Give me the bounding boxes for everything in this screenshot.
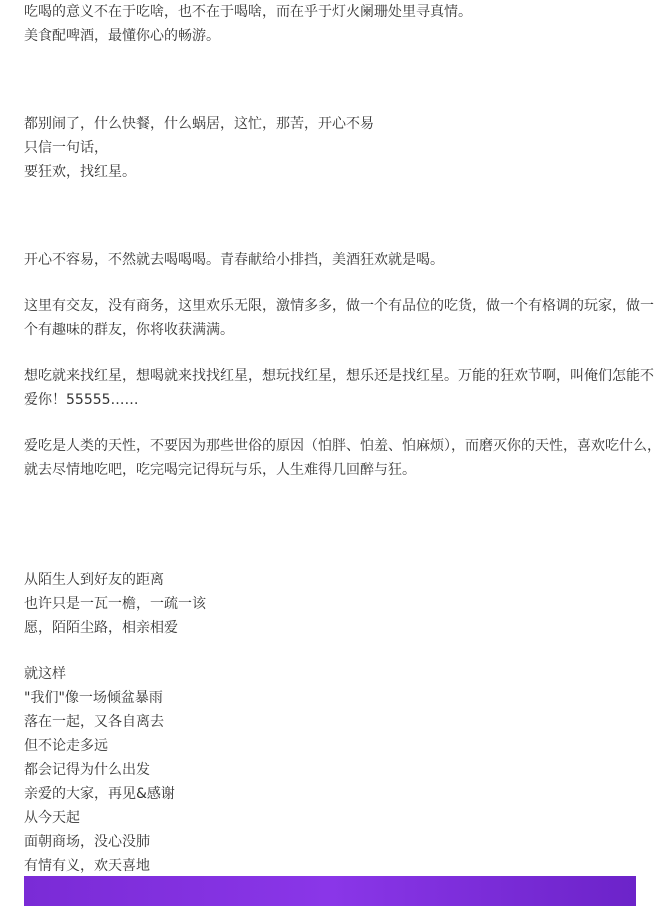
block2-line-2: 只信一句话， <box>24 140 108 156</box>
poem2-line-1: 就这样 <box>24 666 66 682</box>
spacer <box>24 412 664 434</box>
poem2-line-2: "我们"像一场倾盆暴雨 <box>24 690 163 706</box>
block2-line-3: 要狂欢，找红星。 <box>24 164 136 180</box>
purple-banner <box>24 876 636 906</box>
poem1-line-3: 愿，陌陌尘路，相亲相爱 <box>24 620 178 636</box>
spacer <box>24 482 664 546</box>
intro-line-2: 美食配啤酒，最懂你心的畅游。 <box>24 28 220 44</box>
spacer <box>24 48 664 112</box>
spacer <box>24 546 664 568</box>
spacer <box>24 342 664 364</box>
poem1-line-2: 也许只是一瓦一檐，一疏一该 <box>24 596 206 612</box>
paragraph-2: 这里有交友，没有商务，这里欢乐无限，激情多多，做一个有品位的吃货，做一个有格调的玩家，做一个有趣味的群友，你将收获满满。 <box>24 298 654 338</box>
poem2-line-5: 都会记得为什么出发 <box>24 762 150 778</box>
poem2-line-8: 面朝商场，没心没肺 <box>24 834 150 850</box>
paragraph-1: 开心不容易，不然就去喝喝喝。青春献给小排挡，美酒狂欢就是喝。 <box>24 252 444 268</box>
spacer <box>24 272 664 294</box>
block2-line-1: 都别闹了，什么快餐，什么蜗居，这忙，那苦，开心不易 <box>24 116 374 132</box>
poem2-line-7: 从今天起 <box>24 810 80 826</box>
intro-line-1: 吃喝的意义不在于吃啥，也不在于喝啥，而在乎于灯火阑珊处里寻真情。 <box>24 4 472 20</box>
poem2-line-6: 亲爱的大家，再见&感谢 <box>24 786 175 802</box>
spacer <box>24 640 664 662</box>
poem2-line-9: 有情有义，欢天喜地 <box>24 858 150 874</box>
poem2-line-3: 落在一起，又各自离去 <box>24 714 164 730</box>
paragraph-4: 爱吃是人类的天性，不要因为那些世俗的原因（怕胖、怕羞、怕麻烦），而磨灭你的天性，喜欢吃什么，就去尽情地吃吧，吃完喝完记得玩与乐，人生难得几回醉与狂。 <box>24 438 661 478</box>
poem2-line-4: 但不论走多远 <box>24 738 108 754</box>
spacer <box>24 184 664 248</box>
article-body <box>24 0 664 878</box>
paragraph-3: 想吃就来找红星，想喝就来找找红星，想玩找红星，想乐还是找红星。万能的狂欢节啊，叫俺们怎能不爱你！55555…… <box>24 368 654 408</box>
poem1-line-1: 从陌生人到好友的距离 <box>24 572 164 588</box>
